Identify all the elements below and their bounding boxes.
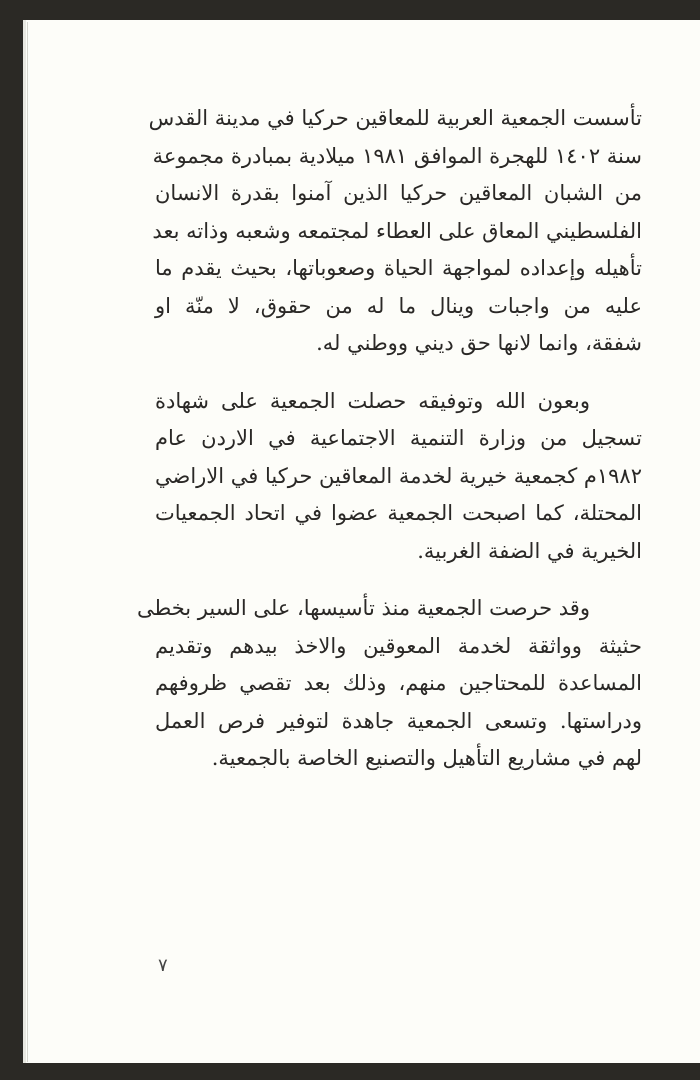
body-text bbox=[137, 100, 642, 798]
text-line: المساعدة للمحتاجين منهم، وذلك بعد تقصي ظروفهم bbox=[155, 671, 642, 695]
text-line: تأهيله وإعداده لمواجهة الحياة وصعوباتها، بحيث يقدم ما bbox=[155, 256, 642, 280]
text-line: الفلسطيني المعاق على العطاء لمجتمعه وشعبه وذاته بعد bbox=[152, 218, 642, 243]
paragraph-services bbox=[137, 590, 642, 778]
text-line: ١٩٨٢م كجمعية خيرية لخدمة المعاقين حركيا في الاراضي bbox=[155, 463, 642, 488]
text-line: المحتلة، كما اصبحت الجمعية عضوا في اتحاد الجمعيات bbox=[155, 501, 642, 525]
text-line: حثيثة وواثقة لخدمة المعوقين والاخذ بيدهم وتقديم bbox=[155, 633, 642, 658]
text-line: شفقة، وانما لانها حق ديني ووطني له. bbox=[316, 331, 642, 355]
paragraph-registration bbox=[155, 383, 642, 571]
text-line: الخيرية في الضفة الغربية. bbox=[417, 538, 642, 563]
text-line: تسجيل من وزارة التنمية الاجتماعية في الاردن عام bbox=[155, 426, 642, 450]
page-number: ٧ bbox=[158, 955, 168, 976]
text-line: عليه من واجبات وينال ما له من حقوق، لا منّة او bbox=[155, 293, 642, 318]
text-line: ودراستها. وتسعى الجمعية جاهدة لتوفير فرص العمل bbox=[155, 708, 642, 733]
page-edge-divider bbox=[27, 22, 28, 1062]
text-line: من الشبان المعاقين حركيا الذين آمنوا بقدرة الانسان bbox=[155, 181, 642, 205]
text-line: وبعون الله وتوفيقه حصلت الجمعية على شهادة bbox=[155, 388, 590, 413]
paragraph-founding bbox=[148, 100, 642, 363]
text-line: لهم في مشاريع التأهيل والتصنيع الخاصة بالجمعية. bbox=[211, 746, 642, 770]
text-line: سنة ١٤٠٢ للهجرة الموافق ١٩٨١ ميلادية بمبادرة مجموعة bbox=[152, 143, 642, 168]
text-line: وقد حرصت الجمعية منذ تأسيسها، على السير بخطى bbox=[137, 596, 590, 620]
text-line: تأسست الجمعية العربية للمعاقين حركيا في مدينة القدس bbox=[148, 106, 642, 130]
